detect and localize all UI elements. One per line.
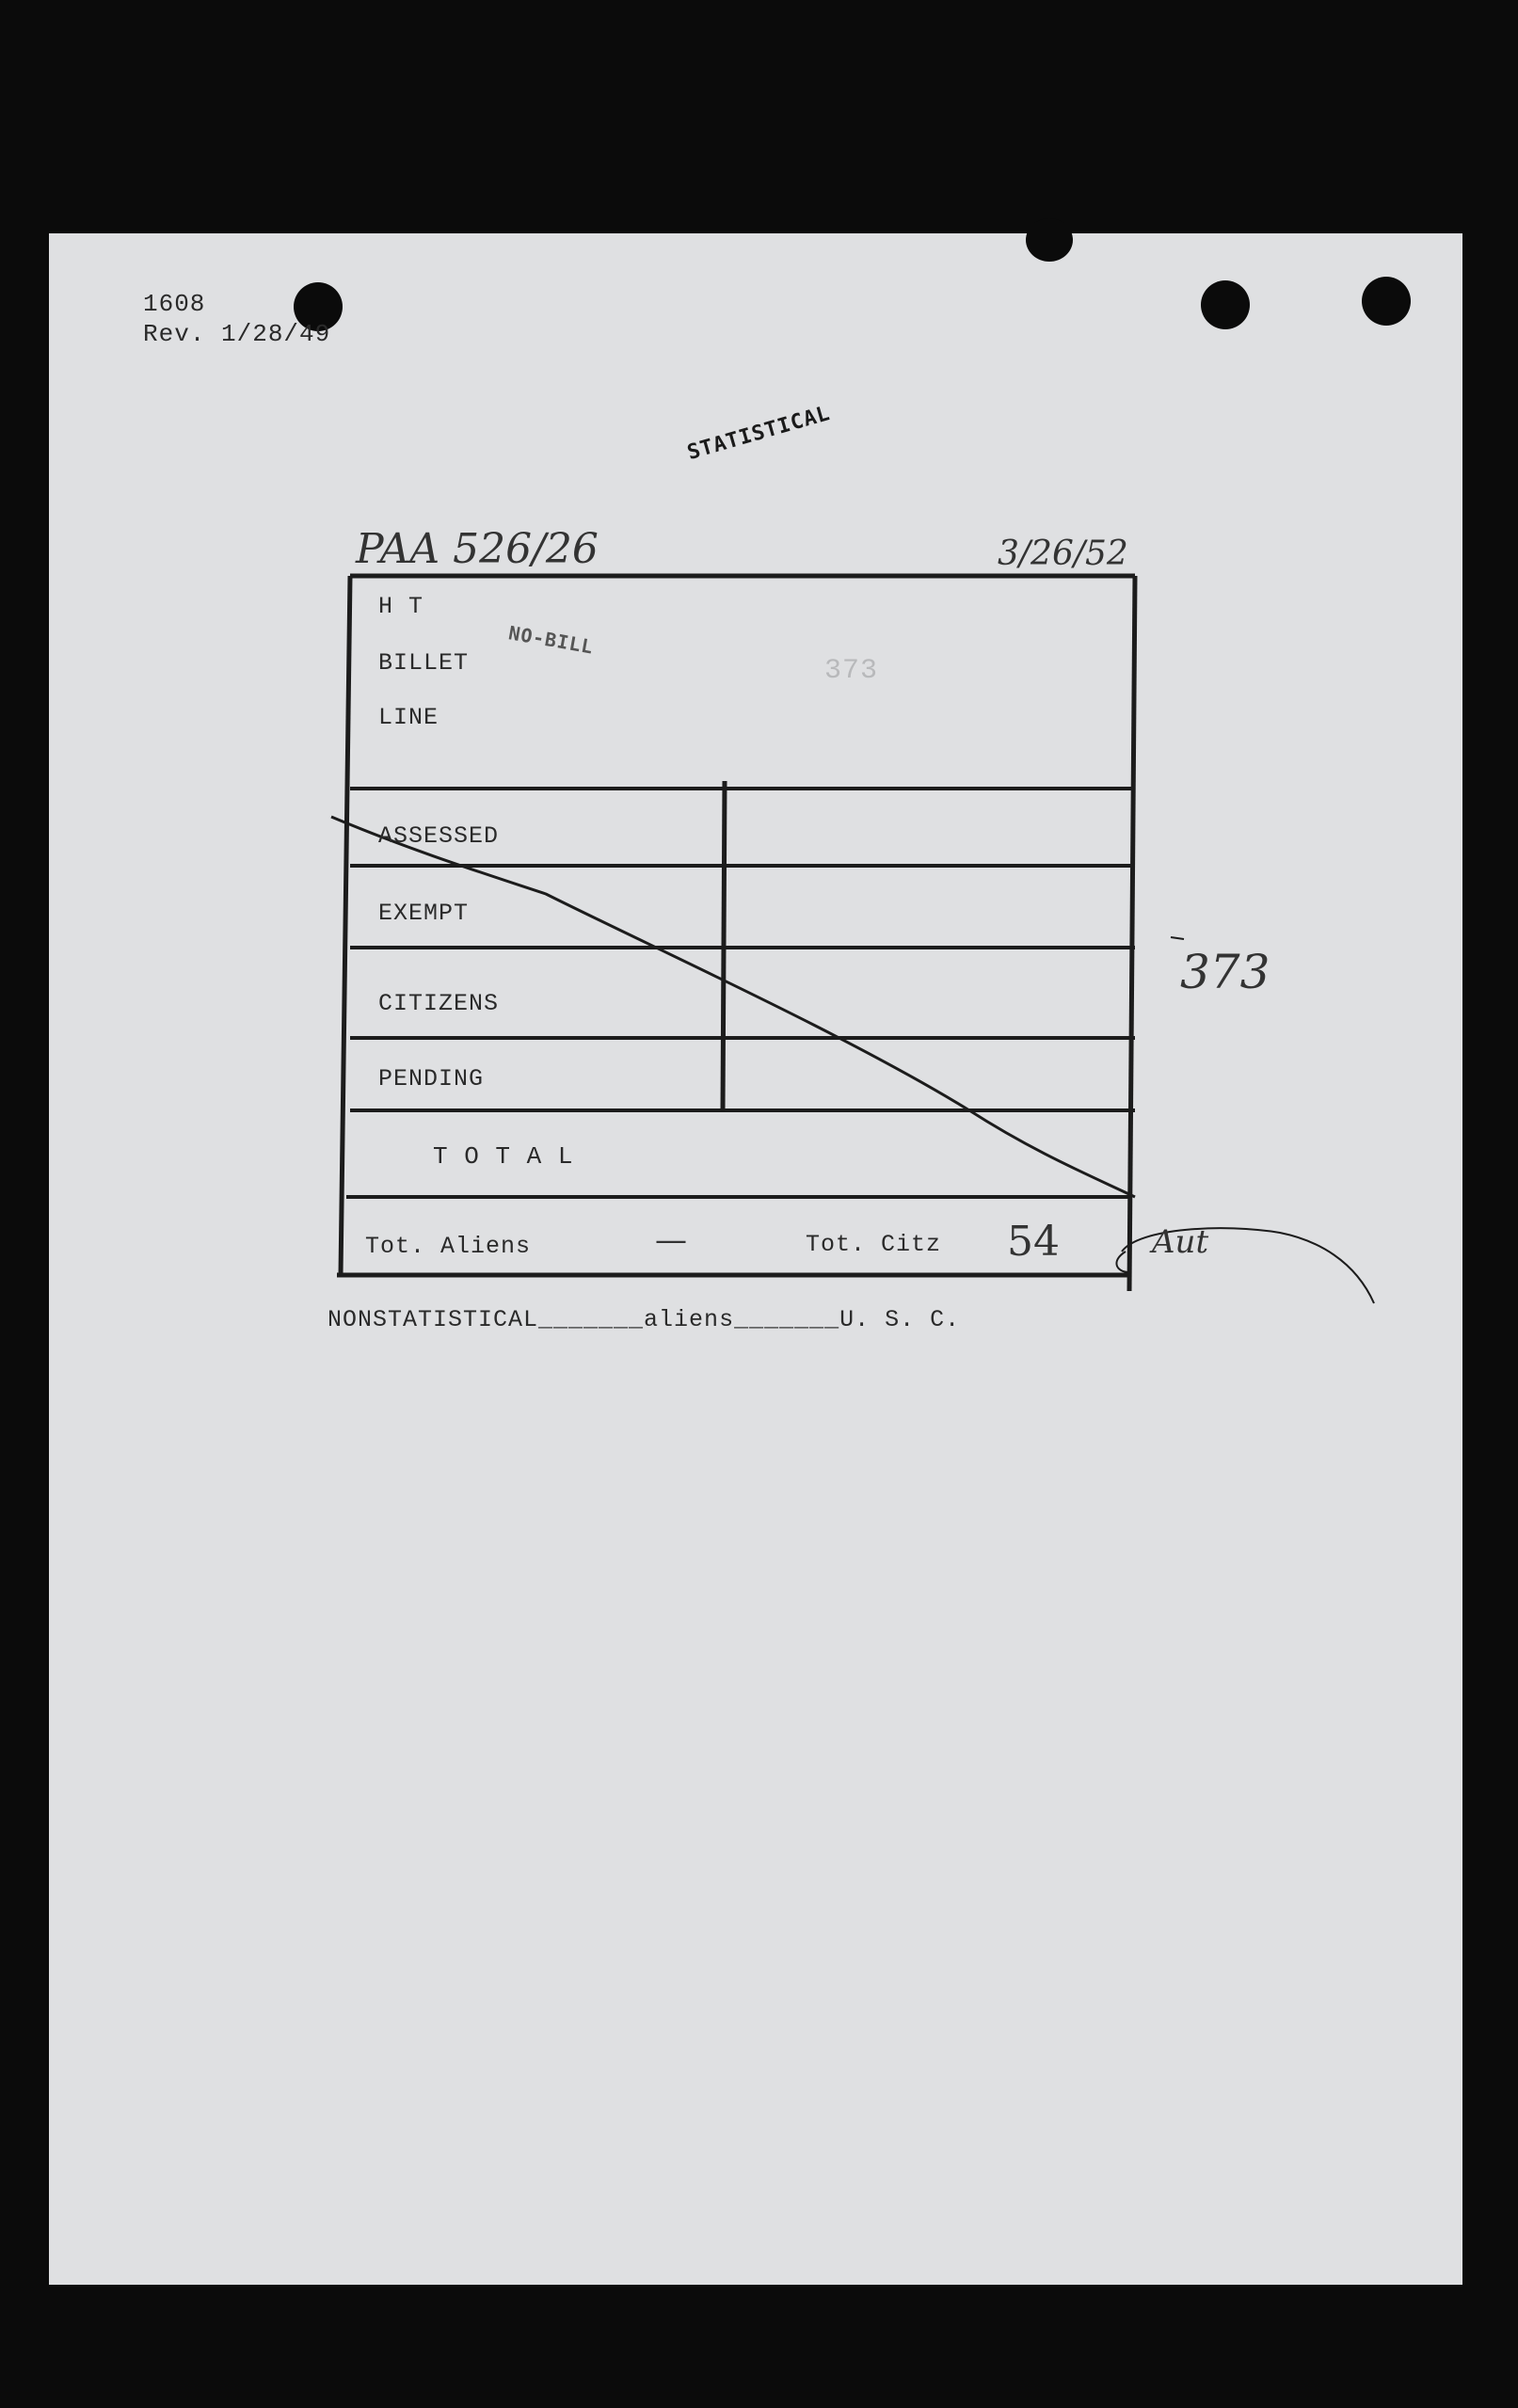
- form-revision: Rev. 1/28/49: [143, 320, 331, 348]
- tot-citizens-label: Tot. Citz: [806, 1231, 942, 1258]
- tot-citizens-value: 54: [1007, 1218, 1060, 1266]
- faint-number: 373: [824, 655, 879, 687]
- total-label: T O T A L: [433, 1142, 574, 1171]
- row-label-pending: PENDING: [378, 1065, 485, 1092]
- side-number-handwritten: 373: [1180, 945, 1270, 999]
- label-billet: BILLET: [378, 649, 470, 677]
- tot-aliens-value: —: [655, 1221, 687, 1259]
- tot-aliens-label: Tot. Aliens: [365, 1233, 532, 1260]
- nonstatistical-line: NONSTATISTICAL_______aliens_______U. S. C.: [328, 1306, 961, 1333]
- label-ht: H T: [378, 593, 424, 620]
- form-number: 1608: [143, 290, 206, 318]
- file-number-handwritten: PAA 526/26: [356, 525, 599, 573]
- statistical-stamp: STATISTICAL: [684, 401, 834, 466]
- label-line: LINE: [378, 704, 439, 731]
- initials-handwritten: Aut: [1152, 1223, 1209, 1261]
- row-label-citizens: CITIZENS: [378, 990, 500, 1017]
- no-bill-stamp: NO-BILL: [506, 621, 596, 659]
- date-handwritten: 3/26/52: [998, 534, 1128, 573]
- row-label-assessed: ASSESSED: [378, 822, 500, 850]
- row-label-exempt: EXEMPT: [378, 900, 470, 927]
